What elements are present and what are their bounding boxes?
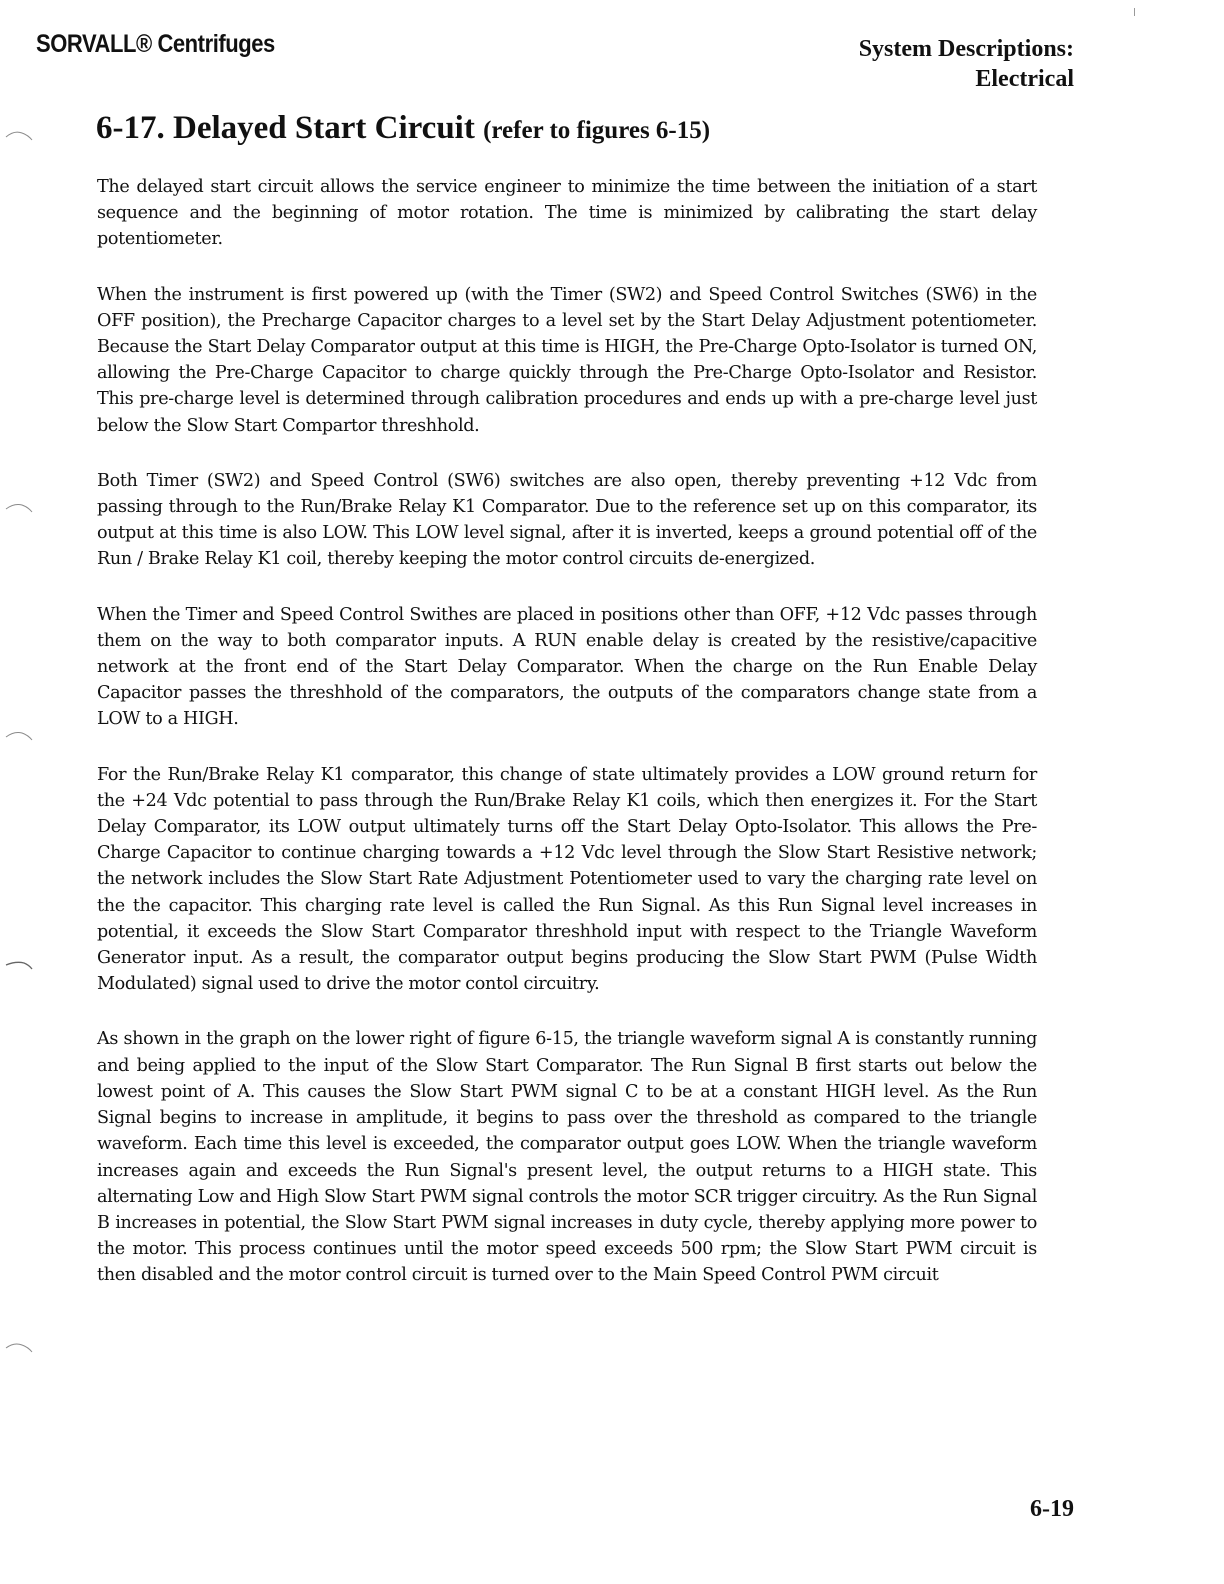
binding-hole-mark [4,1340,34,1354]
paragraph: As shown in the graph on the lower right of figure 6-15, the triangle waveform signal A is constantly running and being applied to the input of the Slow Start Comparator. The Run Signal B first starts out below the lowest point of A. This causes the Slow Start PWM signal C to be at a constant HIGH level. As the Run Signal begins to increase in amplitude, it begins to pass over the threshold as compared to the triangle waveform. Each time this level is exceeded, the comparator output goes LOW. When the triangle waveform increases again and exceeds the Run Signal's present level, the output returns to a HIGH state. This alternating Low and High Slow Start PWM signal controls the motor SCR trigger circuitry. As the Run Signal B increases in potential, the Slow Start PWM signal increases in duty cycle, thereby applying more power to the motor. This process continues until the motor speed exceeds 500 rpm; the Slow Start PWM circuit is then disabled and the motor control circuit is turned over to the Main Speed Control PWM circuit [97,1029,1037,1286]
section-header-line2: Electrical [975,66,1074,92]
paragraph: The delayed start circuit allows the service engineer to minimize the time between the initiation of a start sequence and the beginning of motor rotation. The time is minimized by calibrating the start delay potentiometer. [97,177,1037,250]
section-title [96,110,710,147]
body-text [97,174,1037,1318]
section-header [859,34,1074,94]
page-number: 6-19 [1030,1496,1074,1522]
binding-hole-mark [4,728,34,742]
scan-artifact-rule [1134,8,1135,16]
paragraph: When the Timer and Speed Control Swithes are placed in positions other than OFF, +12 Vdc passes through them on the way to both comparator inputs. A RUN enable delay is created by the resistive/capacitive network at the front end of the Start Delay Comparator. When the charge on the Run Enable Delay Capacitor passes the threshhold of the comparators, the outputs of the comparators change state from a LOW to a HIGH. [97,604,1037,730]
binding-hole-mark [4,958,34,972]
figure-reference: (refer to figures 6-15) [483,117,711,144]
paragraph: When the instrument is first powered up (with the Timer (SW2) and Speed Control Switches (SW6) in the OFF position), the Precharge Capacitor charges to a level set by the Start Delay Adjustment potentiometer. Because the Start Delay Comparator output at this time is HIGH, the Pre-Charge Opto-Isolator is turned ON, allowing the Pre-Charge Capacitor to charge quickly through the Pre-Charge Opto-Isolator and Resistor. This pre-charge level is determined through calibration procedures and ends up with a pre-charge level just below the Slow Start Compartor threshhold. [97,284,1037,436]
section-title-text: 6-17. Delayed Start Circuit [96,110,475,146]
paragraph: Both Timer (SW2) and Speed Control (SW6) switches are also open, thereby preventing +12 Vdc from passing through to the Run/Brake Relay K1 Comparator. Due to the reference set up on this comparator, its output at this time is also LOW. This LOW level signal, after it is inverted, keeps a ground potential off of the Run / Brake Relay K1 coil, thereby keeping the motor control circuits de-energized. [97,470,1037,570]
binding-hole-mark [4,500,34,514]
brand-header: SORVALL® Centrifuges [36,30,275,58]
binding-hole-mark [4,128,34,142]
section-header-line1: System Descriptions: [858,36,1074,62]
paragraph: For the Run/Brake Relay K1 comparator, this change of state ultimately provides a LOW ground return for the +24 Vdc potential to pass through the Run/Brake Relay K1 coils, which then energizes it. For the Start Delay Comparator, its LOW output ultimately turns off the Start Delay Opto-Isolator. This allows the Pre-Charge Capacitor to continue charging towards a +12 Vdc level through the Slow Start Resistive network; the network includes the Slow Start Rate Adjustment Potentiometer used to vary the charging rate level on the the capacitor. This charging rate level is called the Run Signal. As this Run Signal level increases in potential, it exceeds the Slow Start Comparator threshhold input with respect to the Triangle Waveform Generator input. As a result, the comparator output begins producing the Slow Start PWM (Pulse Width Modulated) signal used to drive the motor contol circuitry. [97,764,1037,995]
